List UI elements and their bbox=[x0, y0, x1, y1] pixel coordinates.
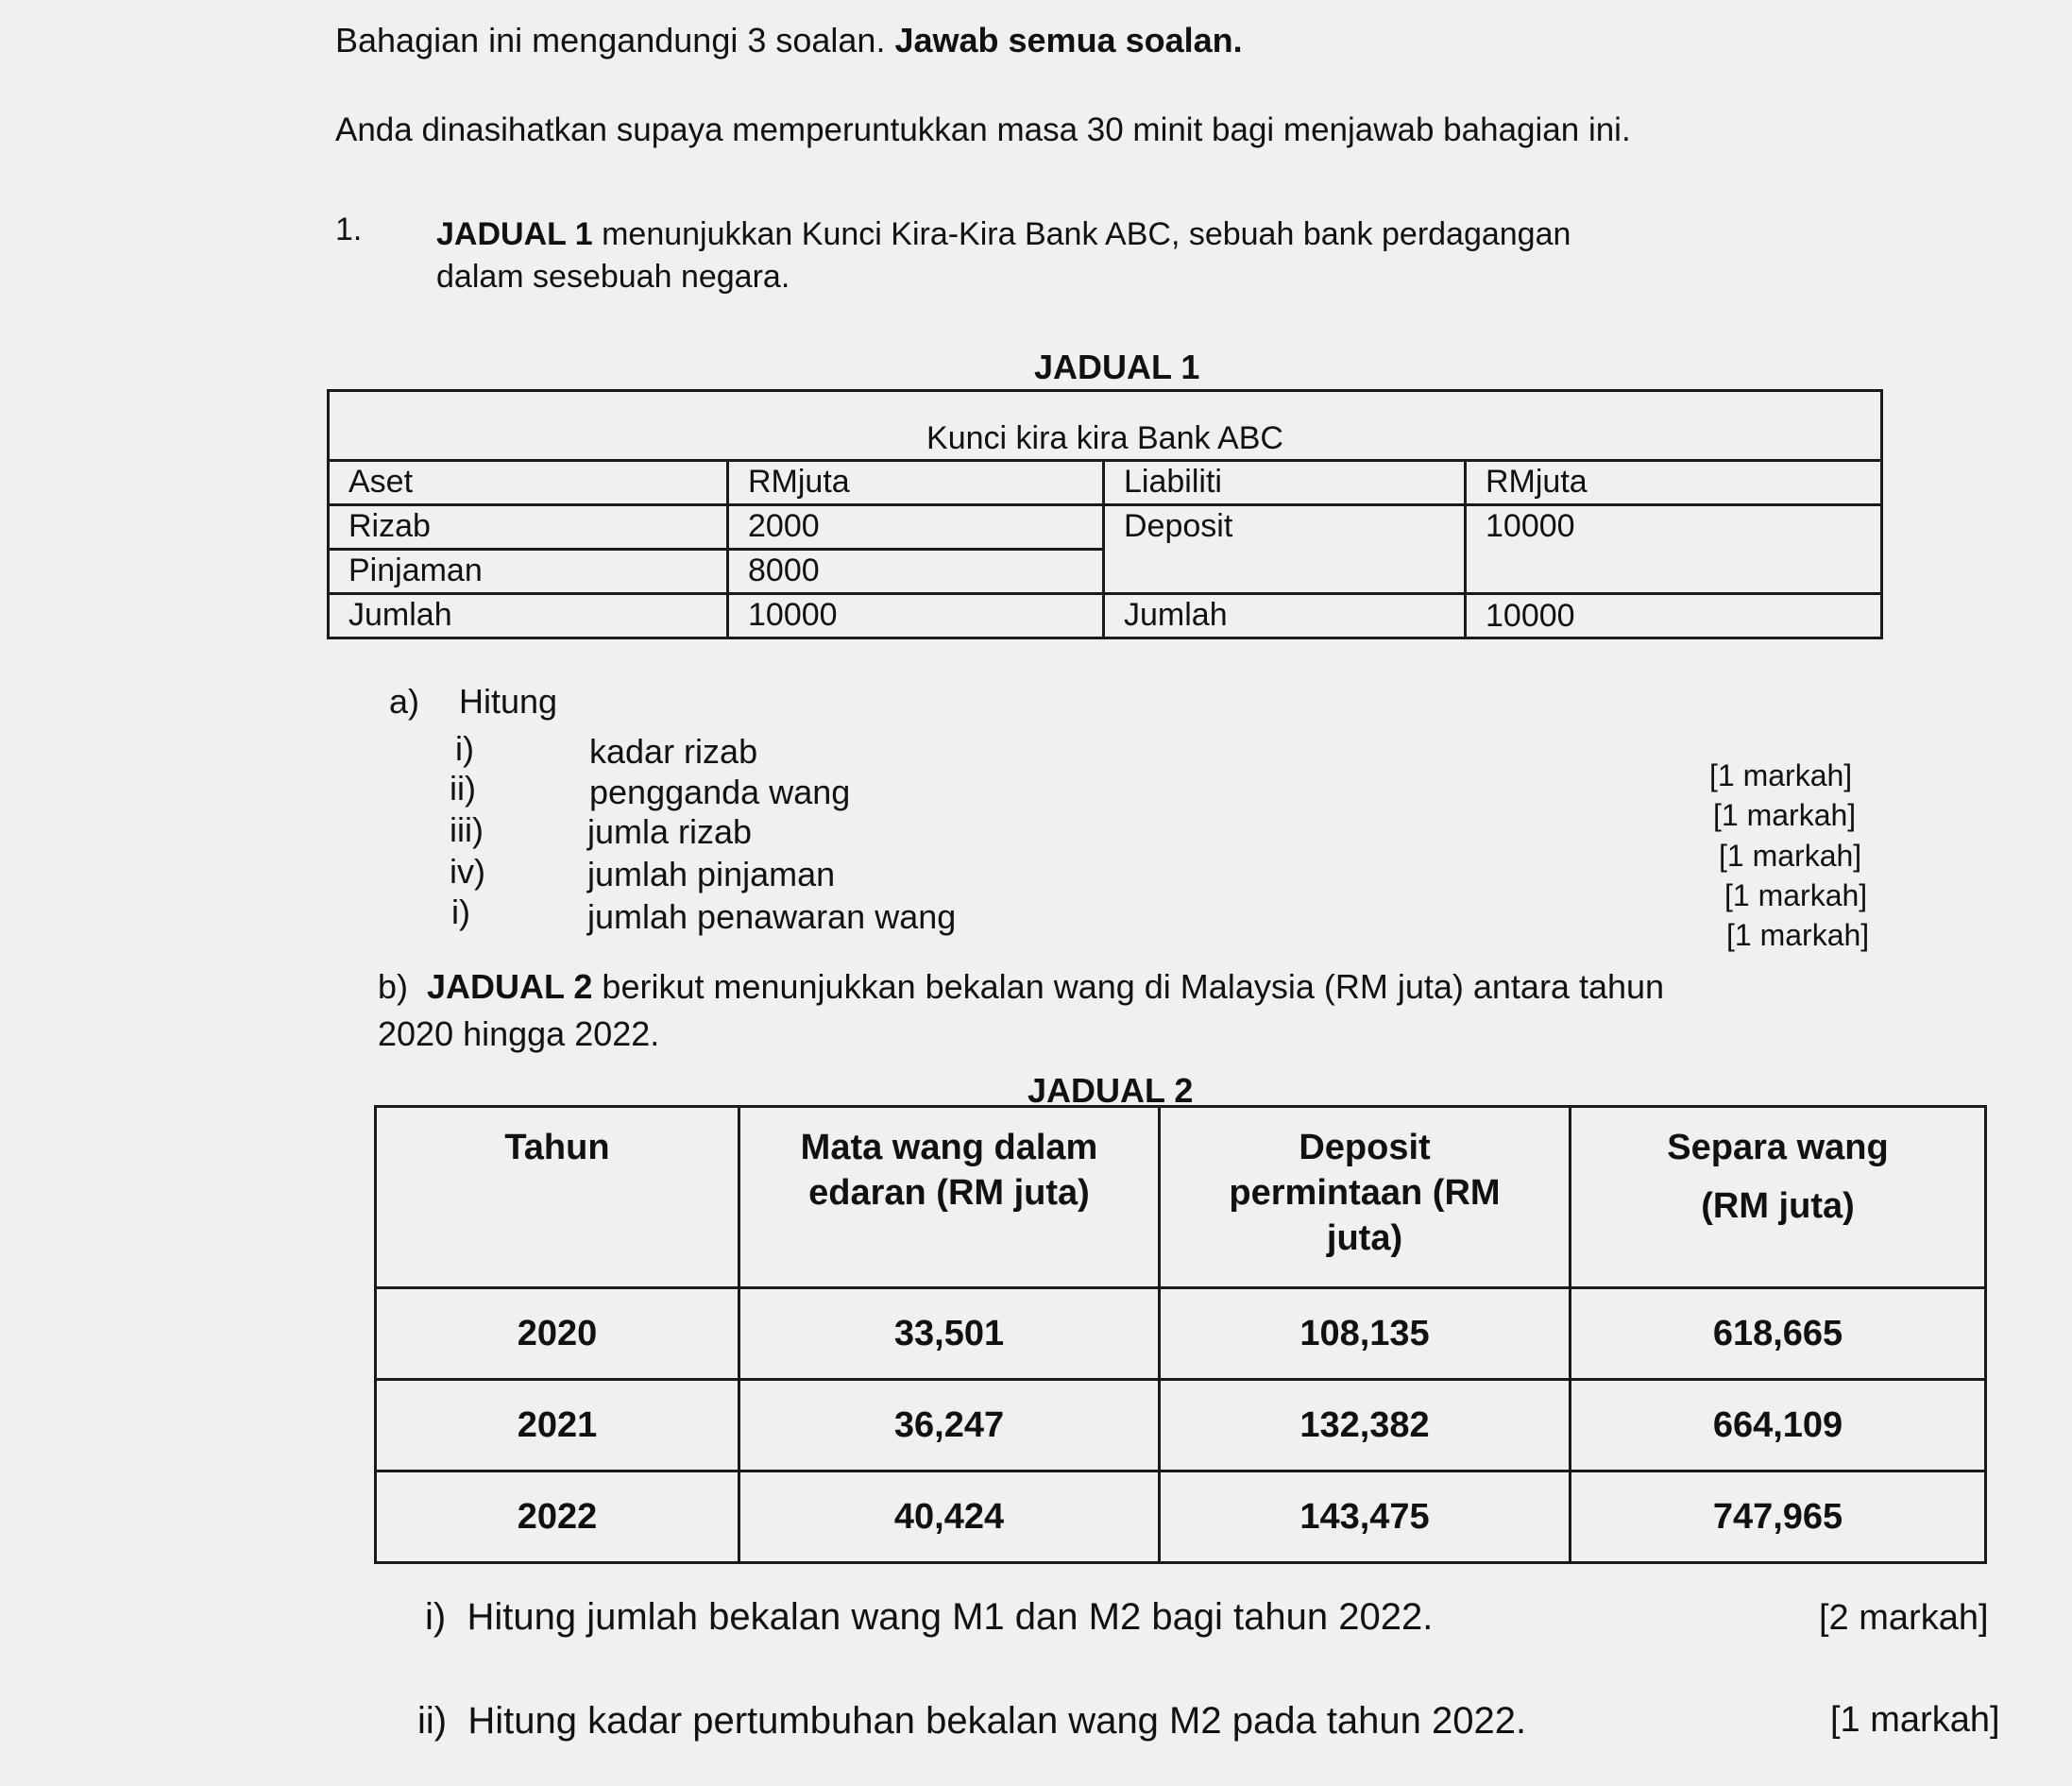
item-mark: [1 markah] bbox=[1726, 918, 1870, 952]
year-cell: 2022 bbox=[376, 1471, 739, 1563]
item-number: ii) bbox=[450, 769, 476, 808]
header-line: Tahun bbox=[504, 1128, 610, 1167]
quasi-money-cell: 747,965 bbox=[1571, 1471, 1986, 1563]
part-a-heading: Hitung bbox=[459, 682, 558, 721]
instruction-line-2: Anda dinasihatkan supaya memperuntukkan masa 30 minit bagi menjawab bahagian ini. bbox=[335, 111, 1631, 148]
currency-cell: 36,247 bbox=[739, 1380, 1160, 1471]
liability-value: 10000 bbox=[1466, 505, 1882, 594]
header-separa-wang bbox=[1571, 1107, 1986, 1288]
question-b-i bbox=[425, 1596, 1433, 1639]
item-number: iv) bbox=[450, 852, 485, 891]
header-rmjuta-liabiliti: RMjuta bbox=[1466, 461, 1882, 505]
question-table-ref: JADUAL 1 bbox=[436, 216, 593, 252]
instruction-text: Bahagian ini mengandungi 3 soalan. bbox=[335, 21, 895, 60]
total-label-liabilities: Jumlah bbox=[1104, 594, 1466, 638]
item-mark: [1 markah] bbox=[1713, 798, 1857, 832]
header-line: (RM juta) bbox=[1701, 1186, 1855, 1226]
asset-value: 2000 bbox=[728, 505, 1104, 550]
header-deposit bbox=[1160, 1107, 1571, 1288]
quasi-money-cell: 618,665 bbox=[1571, 1288, 1986, 1380]
year-cell: 2020 bbox=[376, 1288, 739, 1380]
question-b-i-mark: [2 markah] bbox=[1819, 1598, 1989, 1638]
instruction-line-1 bbox=[335, 21, 1243, 60]
item-text: pengganda wang bbox=[589, 773, 851, 811]
header-tahun bbox=[376, 1107, 739, 1288]
deposit-cell: 108,135 bbox=[1160, 1288, 1571, 1380]
question-number: i) bbox=[425, 1596, 447, 1638]
item-text: jumlah penawaran wang bbox=[587, 897, 957, 936]
money-supply-table bbox=[374, 1105, 1987, 1564]
question-1-line-2: dalam sesebuah negara. bbox=[436, 259, 790, 295]
table-caption: Kunci kira kira Bank ABC bbox=[329, 391, 1882, 461]
item-number: i) bbox=[455, 729, 474, 768]
table-row bbox=[376, 1380, 1986, 1471]
asset-value: 8000 bbox=[728, 550, 1104, 594]
header-liabiliti: Liabiliti bbox=[1104, 461, 1466, 505]
deposit-cell: 143,475 bbox=[1160, 1471, 1571, 1563]
table-2-ref: JADUAL 2 bbox=[427, 967, 593, 1006]
part-b-line-2: 2020 hingga 2022. bbox=[378, 1014, 660, 1053]
table-2-title: JADUAL 2 bbox=[1028, 1071, 1194, 1110]
currency-cell: 33,501 bbox=[739, 1288, 1160, 1380]
part-b-label: b) bbox=[378, 967, 409, 1006]
table-row bbox=[329, 505, 1882, 550]
year-cell: 2021 bbox=[376, 1380, 739, 1471]
table-1-title: JADUAL 1 bbox=[1034, 348, 1200, 386]
header-mata-wang bbox=[739, 1107, 1160, 1288]
question-text: Hitung jumlah bekalan wang M1 dan M2 bagi tahun 2022. bbox=[467, 1596, 1434, 1638]
total-assets: 10000 bbox=[728, 594, 1104, 638]
part-b-line-1 bbox=[378, 967, 1664, 1007]
item-text: jumlah pinjaman bbox=[587, 855, 836, 893]
table-row bbox=[376, 1471, 1986, 1563]
currency-cell: 40,424 bbox=[739, 1471, 1160, 1563]
header-rmjuta-aset: RMjuta bbox=[728, 461, 1104, 505]
total-liabilities: 10000 bbox=[1466, 594, 1882, 638]
header-line: Deposit bbox=[1299, 1128, 1431, 1167]
header-line: edaran (RM juta) bbox=[808, 1173, 1090, 1213]
part-a-label: a) bbox=[389, 682, 420, 721]
total-label: Jumlah bbox=[329, 594, 728, 638]
question-1-line-1 bbox=[436, 213, 1571, 256]
header-line: juta) bbox=[1326, 1218, 1403, 1258]
asset-name: Rizab bbox=[329, 505, 728, 550]
instruction-emphasis: Jawab semua soalan. bbox=[894, 21, 1243, 60]
header-line: permintaan (RM bbox=[1229, 1173, 1501, 1213]
question-text: Hitung kadar pertumbuhan bekalan wang M2 pada tahun 2022. bbox=[467, 1700, 1527, 1742]
question-b-ii-mark: [1 markah] bbox=[1830, 1700, 2000, 1740]
item-text: kadar rizab bbox=[589, 732, 758, 771]
table-row bbox=[376, 1288, 1986, 1380]
header-aset: Aset bbox=[329, 461, 728, 505]
question-number: ii) bbox=[417, 1700, 448, 1742]
balance-sheet-table bbox=[327, 389, 1883, 639]
header-line: Separa wang bbox=[1667, 1128, 1889, 1167]
deposit-cell: 132,382 bbox=[1160, 1380, 1571, 1471]
liability-name: Deposit bbox=[1104, 505, 1466, 594]
quasi-money-cell: 664,109 bbox=[1571, 1380, 1986, 1471]
part-b-text: berikut menunjukkan bekalan wang di Malaysia (RM juta) antara tahun bbox=[592, 967, 1665, 1006]
item-mark: [1 markah] bbox=[1709, 758, 1853, 792]
table-row bbox=[329, 594, 1882, 638]
item-mark: [1 markah] bbox=[1719, 839, 1862, 873]
question-b-ii bbox=[417, 1700, 1526, 1743]
item-number: i) bbox=[451, 893, 470, 931]
question-text: menunjukkan Kunci Kira-Kira Bank ABC, sebuah bank perdagangan bbox=[592, 216, 1571, 252]
item-mark: [1 markah] bbox=[1724, 878, 1868, 912]
asset-name: Pinjaman bbox=[329, 550, 728, 594]
header-line: Mata wang dalam bbox=[800, 1128, 1098, 1167]
item-text: jumla rizab bbox=[587, 812, 753, 851]
item-number: iii) bbox=[450, 810, 484, 849]
question-number: 1. bbox=[335, 212, 363, 247]
